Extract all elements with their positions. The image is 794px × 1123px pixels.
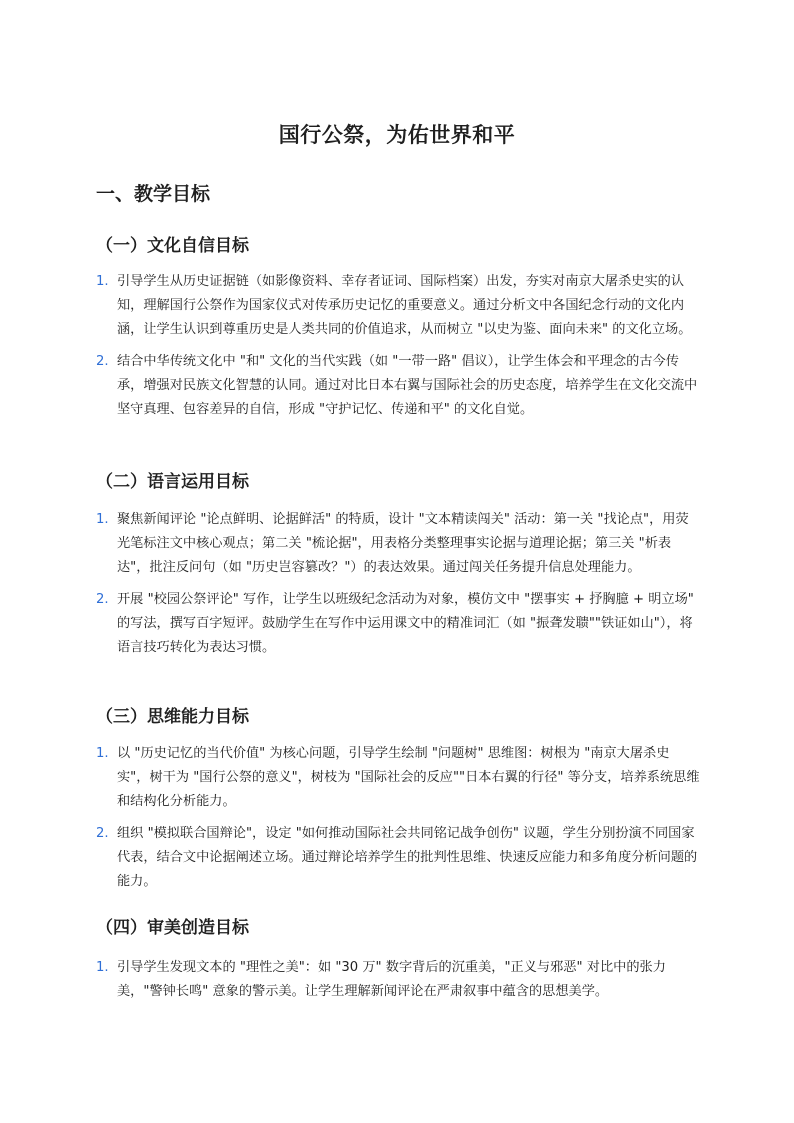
list-item-number: 1.: [96, 512, 109, 527]
list-item-text: 开展 "校园公祭评论" 写作，让学生以班级纪念活动为对象，模仿文中 "摆事实 + 抒胸臆 + 明立场" 的写法，撰写百字短评。鼓励学生在写作中运用课文中的精准词汇（如 "振聋发聩""铁证如山"），将语言技巧转化为表达习惯。: [117, 592, 694, 655]
list-item-number: 2.: [96, 592, 109, 607]
subsection-heading-aesthetic-creation: （四）审美创造目标: [96, 918, 249, 938]
list-item: [96, 822, 700, 894]
list-item: [96, 742, 700, 814]
list-item: [96, 588, 700, 660]
list-item-number: 2.: [96, 826, 109, 841]
list-thinking-ability: [96, 742, 700, 902]
list-item-number: 1.: [96, 274, 109, 289]
subsection-heading-cultural-confidence: （一）文化自信目标: [96, 236, 249, 256]
subsection-heading-language-use: （二）语言运用目标: [96, 472, 249, 492]
subsection-heading-thinking-ability: （三）思维能力目标: [96, 707, 249, 727]
list-item: [96, 508, 700, 580]
list-item-text: 组织 "模拟联合国辩论"，设定 "如何推动国际社会共同铭记战争创伤" 议题，学生分别扮演不同国家代表，结合文中论据阐述立场。通过辩论培养学生的批判性思维、快速反应能力和多角度分析问题的能力。: [117, 826, 698, 889]
list-item: [96, 270, 700, 342]
list-aesthetic-creation: [96, 956, 700, 1012]
list-item-number: 1.: [96, 960, 109, 975]
list-item-text: 以 "历史记忆的当代价值" 为核心问题，引导学生绘制 "问题树" 思维图：树根为 "南京大屠杀史实"，树干为 "国行公祭的意义"，树枝为 "国际社会的反应""日本右翼的行径" 等分支，培养系统思维和结构化分析能力。: [117, 746, 700, 809]
list-language-use: [96, 508, 700, 668]
list-item-text: 结合中华传统文化中 "和" 文化的当代实践（如 "一带一路" 倡议），让学生体会和平理念的古今传承，增强对民族文化智慧的认同。通过对比日本右翼与国际社会的历史态度，培养学生在文化交流中坚守真理、包容差异的自信，形成 "守护记忆、传递和平" 的文化自觉。: [117, 354, 698, 417]
list-item-number: 2.: [96, 354, 109, 369]
list-item-text: 引导学生从历史证据链（如影像资料、幸存者证词、国际档案）出发，夯实对南京大屠杀史实的认知，理解国行公祭作为国家仪式对传承历史记忆的重要意义。通过分析文中各国纪念行动的文化内涵，让学生认识到尊重历史是人类共同的价值追求，从而树立 "以史为鉴、面向未来" 的文化立场。: [117, 274, 692, 337]
list-item-text: 聚焦新闻评论 "论点鲜明、论据鲜活" 的特质，设计 "文本精读闯关" 活动：第一关 "找论点"，用荧光笔标注文中核心观点；第二关 "梳论据"，用表格分类整理事实论据与道理论据；第三关 "析表达"，批注反问句（如 "历史岂容篡改？"）的表达效果。通过闯关任务提升信息处理能力。: [117, 512, 689, 575]
list-item: [96, 956, 700, 1004]
section-heading-teaching-goals: 一、教学目标: [96, 183, 211, 205]
list-item: [96, 350, 700, 422]
list-item-text: 引导学生发现文本的 "理性之美"：如 "30 万" 数字背后的沉重美，"正义与邪恶" 对比中的张力美，"警钟长鸣" 意象的警示美。让学生理解新闻评论在严肃叙事中蕴含的思想美学。: [117, 960, 666, 999]
document-title: 国行公祭，为佑世界和平: [278, 123, 516, 147]
list-cultural-confidence: [96, 270, 700, 430]
list-item-number: 1.: [96, 746, 109, 761]
